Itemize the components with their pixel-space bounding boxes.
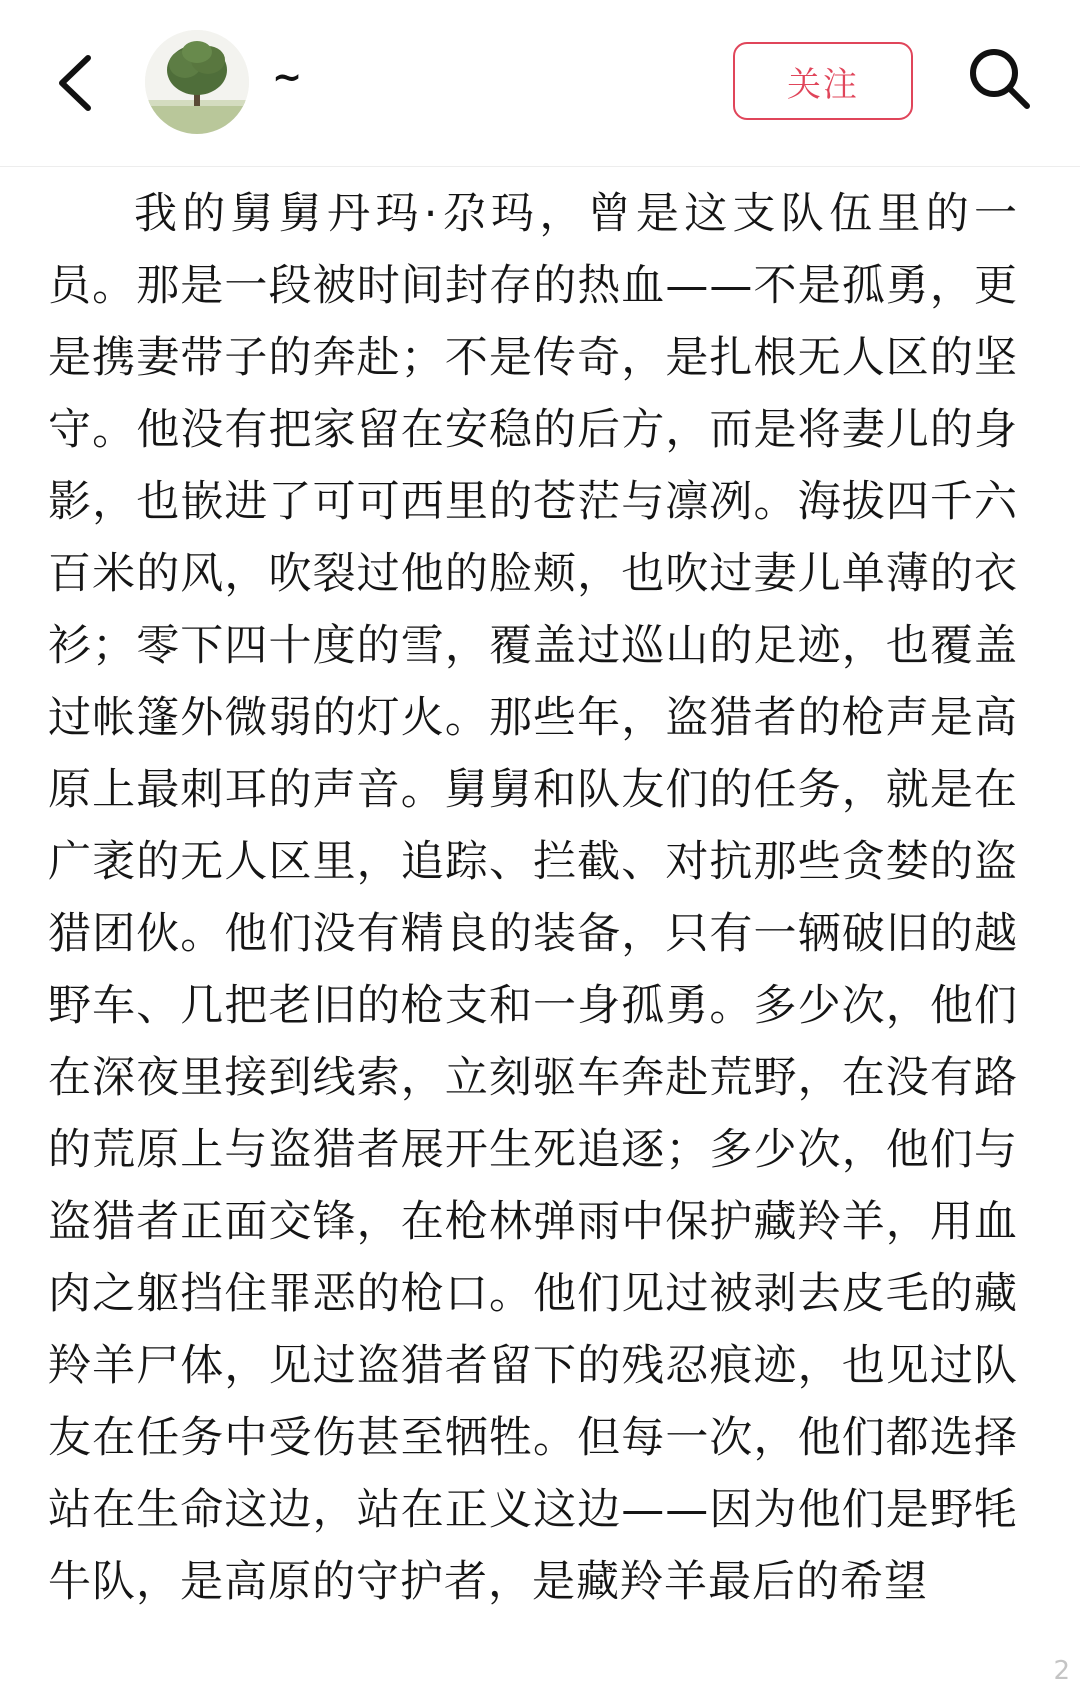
tree-avatar	[145, 30, 249, 134]
search-icon	[965, 44, 1035, 114]
username[interactable]: ~	[272, 57, 303, 98]
follow-button[interactable]: 关注	[733, 42, 913, 120]
back-button[interactable]	[52, 48, 112, 118]
avatar[interactable]	[145, 30, 249, 134]
article-body: 我的舅舅丹玛·尕玛，曾是这支队伍里的一员。那是一段被时间封存的热血——不是孤勇，更是携妻带子的奔赴；不是传奇，是扎根无人区的坚守。他没有把家留在安稳的后方，而是将妻儿的身影，也嵌进了可可西里的苍茫与凛冽。海拔四千六百米的风，吹裂过他的脸颊，也吹过妻儿单薄的衣衫；零下四十度的雪，覆盖过巡山的足迹，也覆盖过帐篷外微弱的灯火。那些年，盗猎者的枪声是高原上最刺耳的声音。舅舅和队友们的任务，就是在广袤的无人区里，追踪、拦截、对抗那些贪婪的盗猎团伙。他们没有精良的装备，只有一辆破旧的越野车、几把老旧的枪支和一身孤勇。多少次，他们在深夜里接到线索，立刻驱车奔赴荒野，在没有路的荒原上与盗猎者展开生死追逐；多少次，他们与盗猎者正面交锋，在枪林弹雨中保护藏羚羊，用血肉之躯挡住罪恶的枪口。他们见过被剥去皮毛的藏羚羊尸体，见过盗猎者留下的残忍痕迹，也见过队友在任务中受伤甚至牺牲。但每一次，他们都选择站在生命这边，站在正义这边——因为他们是野牦牛队，是高原的守护者，是藏羚羊最后的希望	[48, 189, 1018, 1607]
page-indicator: 2	[1053, 1656, 1070, 1686]
search-button[interactable]	[965, 44, 1035, 114]
chevron-left-icon	[52, 48, 112, 118]
top-nav-bar	[0, 0, 1080, 167]
